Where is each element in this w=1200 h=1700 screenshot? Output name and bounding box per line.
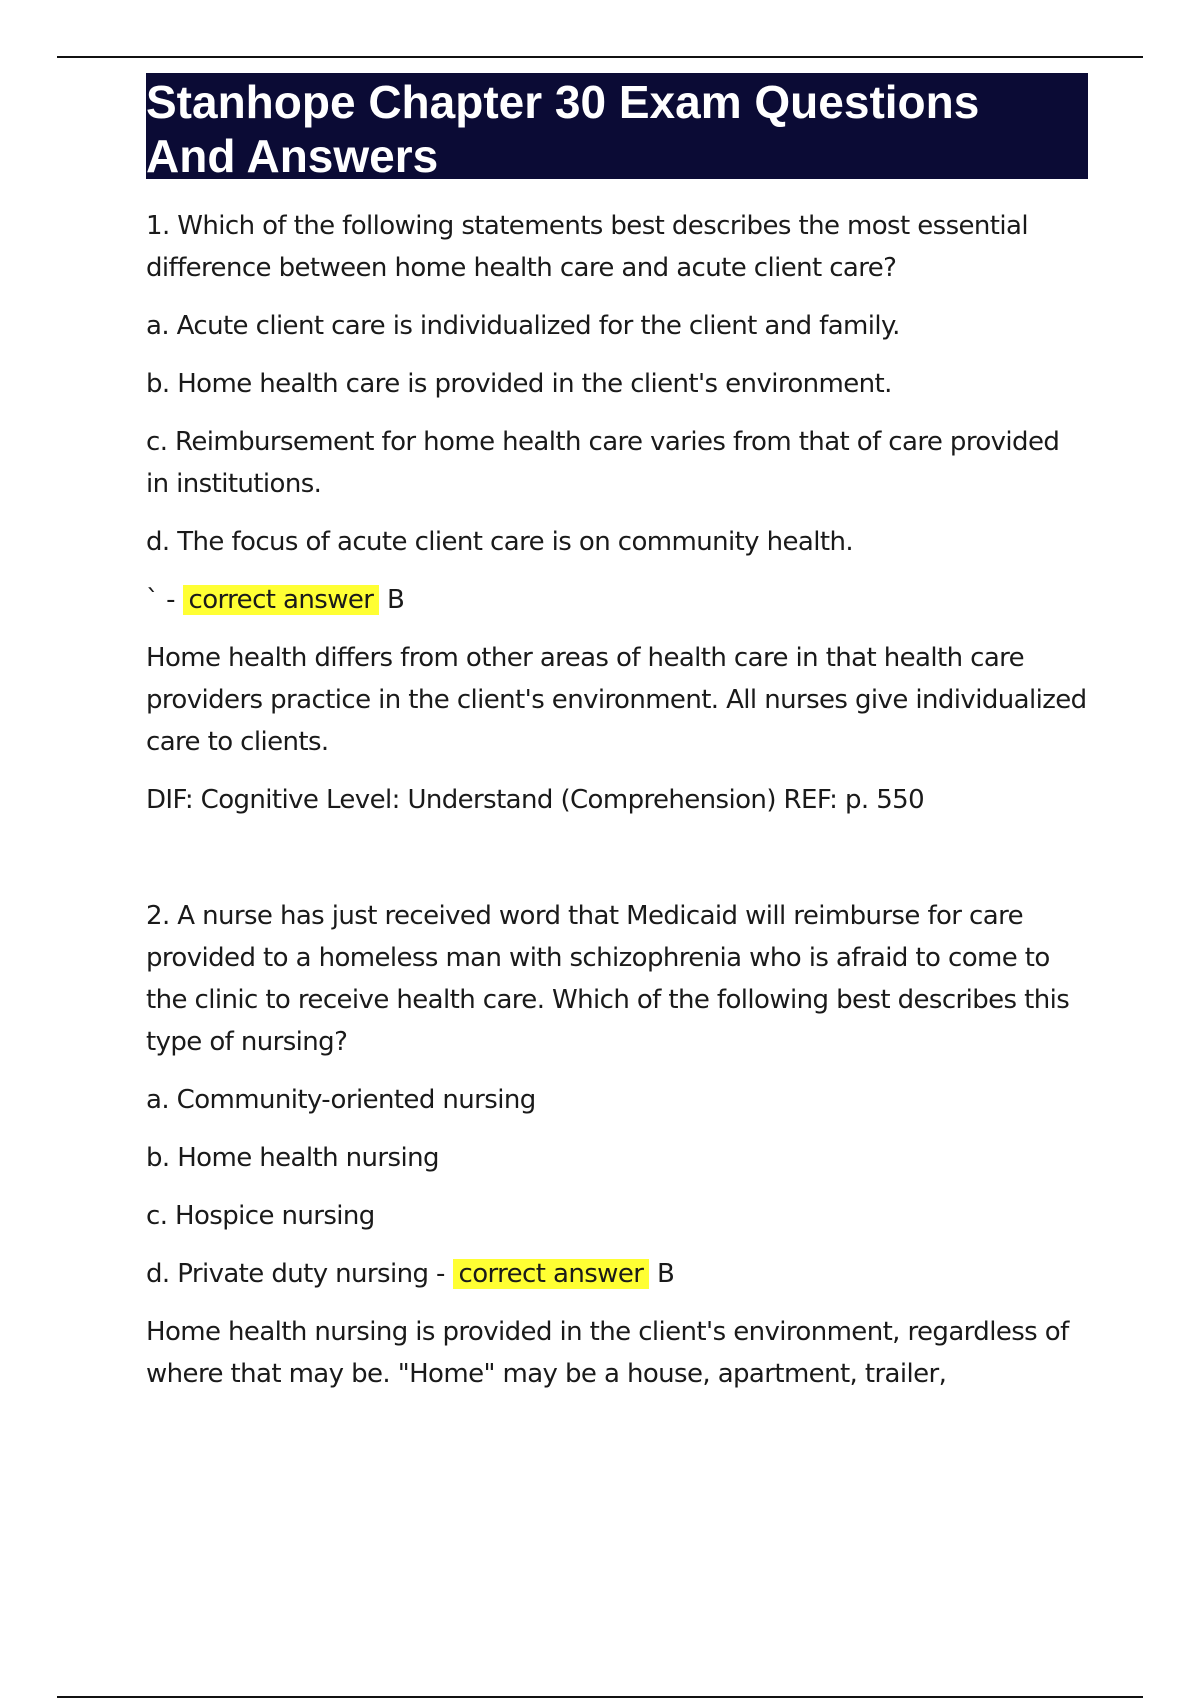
question-1-option-b: b. Home health care is provided in the client's environment.	[146, 369, 892, 399]
answer-letter: B	[387, 585, 405, 615]
question-2-option-a: a. Community-oriented nursing	[146, 1085, 536, 1115]
question-2-option-c: c. Hospice nursing	[146, 1201, 375, 1231]
question-2-explanation: Home health nursing is provided in the client's environment, regardless of where that may be. "Home" may be a house, apartment, trailer,	[146, 1317, 1069, 1389]
correct-answer-highlight: correct answer	[183, 585, 380, 615]
document-page	[146, 73, 1088, 1395]
question-1-option-c: c. Reimbursement for home health care varies from that of care provided in institutions.	[146, 427, 1060, 499]
top-rule	[57, 56, 1143, 58]
question-1-option-a: a. Acute client care is individualized for the client and family.	[146, 311, 900, 341]
question-1-explanation: Home health differs from other areas of health care in that health care providers practice in the client's environment. All nurses give individualized care to clients.	[146, 643, 1087, 757]
answer-prefix: ` -	[146, 585, 175, 615]
question-1-dif: DIF: Cognitive Level: Understand (Comprehension) REF: p. 550	[146, 785, 925, 815]
option-d-text: d. Private duty nursing -	[146, 1259, 445, 1289]
question-2-option-b: b. Home health nursing	[146, 1143, 439, 1173]
correct-answer-highlight: correct answer	[453, 1259, 650, 1289]
document-title: Stanhope Chapter 30 Exam Questions And Answers	[146, 73, 1088, 179]
bottom-rule	[57, 1696, 1143, 1698]
question-1-answer	[146, 579, 1088, 621]
question-1-option-d: d. The focus of acute client care is on community health.	[146, 527, 854, 557]
question-2-option-d	[146, 1253, 1088, 1295]
answer-letter: B	[656, 1259, 675, 1289]
question-1-stem: 1. Which of the following statements best describes the most essential difference between home health care and acute client care?	[146, 211, 1028, 283]
question-2-stem: 2. A nurse has just received word that Medicaid will reimburse for care provided to a homeless man with schizophrenia who is afraid to come to the clinic to receive health care. Which of the following best describes this type of nursing?	[146, 901, 1070, 1057]
